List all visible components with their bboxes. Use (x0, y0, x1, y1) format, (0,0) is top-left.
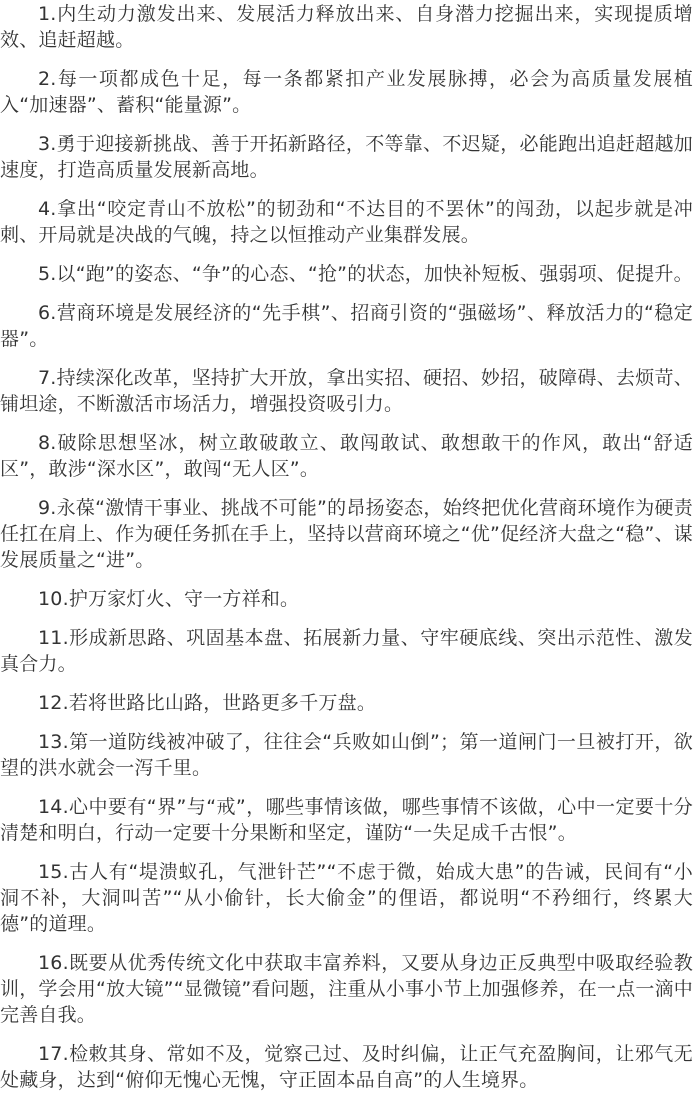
paragraph-16: 16.既要从优秀传统文化中获取丰富养料，又要从身边正反典型中吸取经验教训，学会用“放大镜”“显微镜”看问题，注重从小事小节上加强修养，在一点一滴中完善自我。 (0, 952, 693, 1026)
paragraph-12: 12.若将世路比山路，世路更多千万盘。 (38, 692, 377, 714)
paragraph-13: 13.第一道防线被冲破了，往往会“兵败如山倒”；第一道闸门一旦被打开，欲望的洪水就会一泻千里。 (0, 731, 693, 779)
paragraph-17: 17.检敕其身、常如不及，觉察己过、及时纠偏，让正气充盈胸间，让邪气无处藏身，达到“俯仰无愧心无愧，守正固本品自高”的人生境界。 (0, 1043, 693, 1091)
paragraph-7: 7.持续深化改革，坚持扩大开放，拿出实招、硬招、妙招，破障碍、去烦苛、铺坦途，不断激活市场活力，增强投资吸引力。 (0, 367, 693, 415)
paragraph-3: 3.勇于迎接新挑战、善于开拓新路径，不等靠、不迟疑，必能跑出追赶超越加速度，打造高质量发展新高地。 (0, 133, 693, 181)
paragraph-5: 5.以“跑”的姿态、“争”的心态、“抢”的状态，加快补短板、强弱项、促提升。 (38, 263, 693, 285)
paragraph-4: 4.拿出“咬定青山不放松”的韧劲和“不达目的不罢休”的闯劲，以起步就是冲刺、开局就是决战的气魄，持之以恒推动产业集群发展。 (0, 198, 693, 246)
paragraph-2: 2.每一项都成色十足，每一条都紧扣产业发展脉搏，必会为高质量发展植入“加速器”、蓄积“能量源”。 (0, 68, 693, 116)
paragraph-9: 9.永葆“激情干事业、挑战不可能”的昂扬姿态，始终把优化营商环境作为硬责任扛在肩上、作为硬任务抓在手上，坚持以营商环境之“优”促经济大盘之“稳”、谋发展质量之“进”。 (0, 497, 693, 571)
paragraph-15: 15.古人有“堤溃蚁孔，气泄针芒”“不虑于微，始成大患”的告诫，民间有“小洞不补，大洞叫苦”“从小偷针，长大偷金”的俚语，都说明“不矜细行，终累大德”的道理。 (0, 861, 693, 935)
paragraph-11: 11.形成新思路、巩固基本盘、拓展新力量、守牢硬底线、突出示范性、激发真合力。 (0, 627, 693, 675)
paragraph-14: 14.心中要有“界”与“戒”，哪些事情该做，哪些事情不该做，心中一定要十分清楚和明白，行动一定要十分果断和坚定，谨防“一失足成千古恨”。 (0, 796, 693, 844)
paragraph-8: 8.破除思想坚冰，树立敢破敢立、敢闯敢试、敢想敢干的作风，敢出“舒适区”，敢涉“深水区”，敢闯“无人区”。 (0, 432, 693, 480)
paragraph-6: 6.营商环境是发展经济的“先手棋”、招商引资的“强磁场”、释放活力的“稳定器”。 (0, 302, 693, 350)
paragraph-10: 10.护万家灯火、守一方祥和。 (38, 588, 300, 610)
paragraph-1: 1.内生动力激发出来、发展活力释放出来、自身潜力挖掘出来，实现提质增效、追赶超越。 (0, 3, 693, 51)
